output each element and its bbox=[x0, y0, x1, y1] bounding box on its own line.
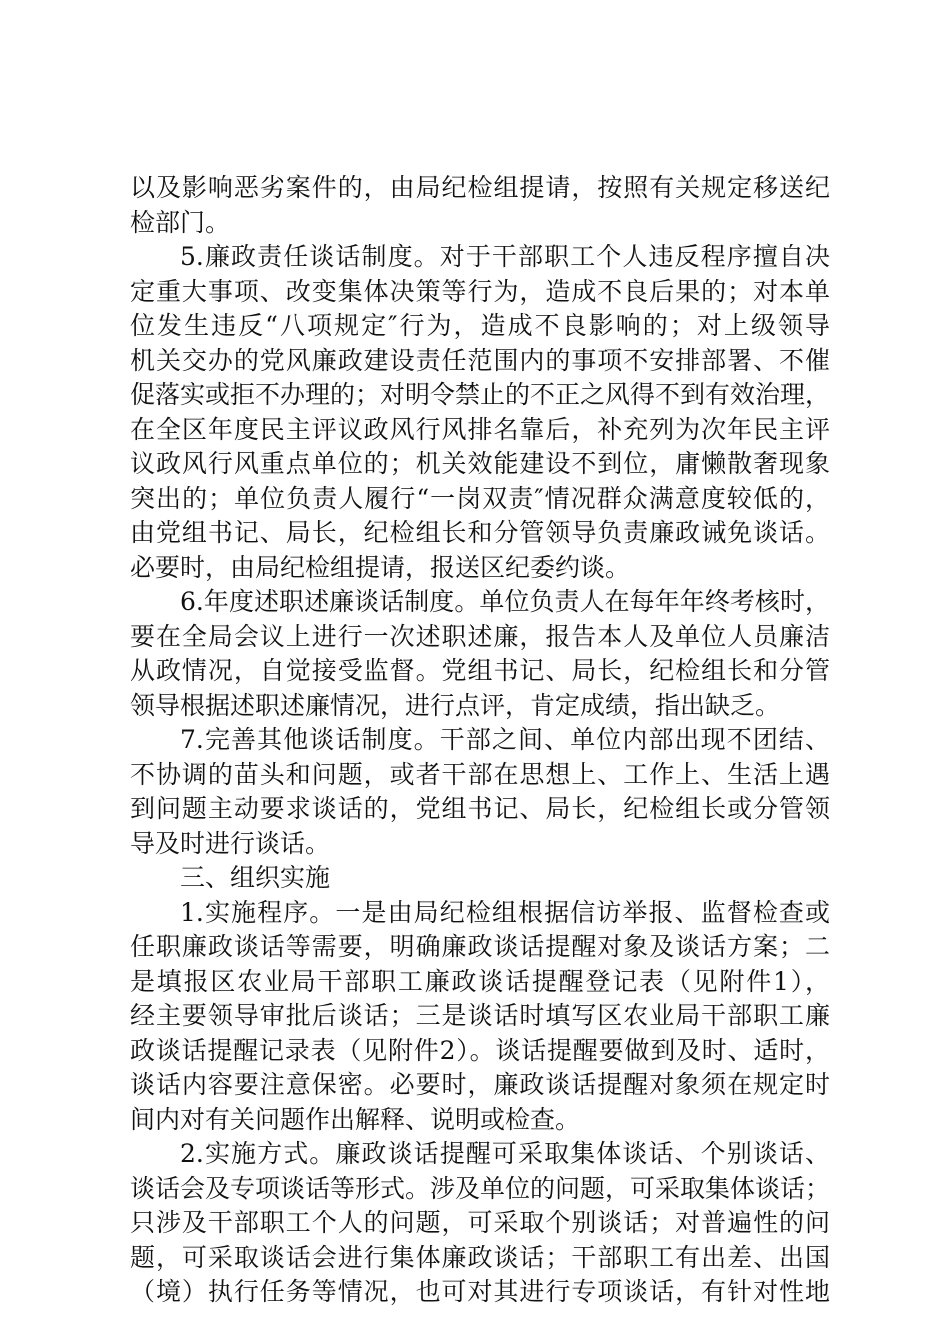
text-line: 在全区年度民主评议政风行风排名靠后，补充列为次年民主评 bbox=[130, 414, 830, 444]
text-line: 经主要领导审批后谈话；三是谈话时填写区农业局干部职工廉 bbox=[130, 1001, 830, 1030]
paragraph-item-7 bbox=[130, 723, 830, 861]
text-line: 5.廉政责任谈话制度。对于干部职工个人违反程序擅自决 bbox=[180, 242, 830, 271]
text-line: 2.实施方式。廉政谈话提醒可采取集体谈话、个别谈话、 bbox=[180, 1139, 830, 1168]
text-line: （境）执行任务等情况，也可对其进行专项谈话，有针对性地 bbox=[130, 1277, 830, 1306]
text-line: 定重大事项、改变集体决策等行为，造成不良后果的；对本单 bbox=[130, 276, 830, 306]
text-line: 不协调的苗头和问题，或者干部在思想上、工作上、生活上遇 bbox=[130, 759, 830, 789]
text-line: 从政情况，自觉接受监督。党组书记、局长，纪检组长和分管 bbox=[130, 656, 830, 685]
text-line: 到问题主动要求谈话的，党组书记、局长，纪检组长或分管领 bbox=[130, 794, 830, 823]
text-line: 领导根据述职述廉情况，进行点评，肯定成绩，指出缺乏。 bbox=[130, 690, 781, 720]
paragraph-implementation-1 bbox=[130, 896, 830, 1138]
text-line: 突出的；单位负责人履行“一岗双责″情况群众满意度较低的， bbox=[130, 483, 830, 513]
text-line: 谈话会及专项谈话等形式。涉及单位的问题，可采取集体谈话； bbox=[130, 1173, 831, 1203]
text-line: 任职廉政谈话等需要，明确廉政谈话提醒对象及谈话方案；二 bbox=[130, 932, 830, 961]
paragraph-item-6 bbox=[130, 585, 830, 723]
text-line: 导及时进行谈话。 bbox=[130, 828, 331, 858]
paragraph-continuation bbox=[130, 171, 830, 240]
text-line: 机关交办的党风廉政建设责任范围内的事项不安排部署、不催 bbox=[130, 345, 830, 375]
paragraph-item-5 bbox=[130, 240, 830, 585]
text-line: 要在全局会议上进行一次述职述廉，报告本人及单位人员廉洁 bbox=[130, 621, 830, 651]
text-line: 间内对有关问题作出解释、说明或检查。 bbox=[130, 1104, 581, 1134]
text-line: 7.完善其他谈话制度。干部之间、单位内部出现不团结、 bbox=[180, 725, 830, 754]
text-line: 由党组书记、局长，纪检组长和分管领导负责廉政诫免谈话。 bbox=[130, 518, 830, 547]
text-line: 促落实或拒不办理的；对明令禁止的不正之风得不到有效治理， bbox=[130, 380, 831, 409]
text-line: 只涉及干部职工个人的问题，可采取个别谈话；对普遍性的问 bbox=[130, 1208, 830, 1237]
text-line: 是填报区农业局干部职工廉政谈话提醒登记表（见附件1）， bbox=[130, 966, 830, 996]
text-line: 议政风行风重点单位的；机关效能建设不到位，庸懒散奢现象 bbox=[130, 449, 830, 478]
text-line: 以及影响恶劣案件的，由局纪检组提请，按照有关规定移送纪 bbox=[130, 173, 830, 202]
section-heading-text: 三、组织实施 bbox=[180, 863, 331, 892]
section-heading bbox=[130, 861, 830, 896]
text-line: 1.实施程序。一是由局纪检组根据信访举报、监督检查或 bbox=[180, 897, 830, 927]
text-line: 谈话内容要注意保密。必要时，廉政谈话提醒对象须在规定时 bbox=[130, 1070, 830, 1099]
text-line: 位发生违反“八项规定″行为，造成不良影响的；对上级领导 bbox=[130, 311, 830, 340]
document-body bbox=[130, 171, 830, 1310]
text-line: 必要时，由局纪检组提请，报送区纪委约谈。 bbox=[130, 552, 631, 582]
text-line: 政谈话提醒记录表（见附件2）。谈话提醒要做到及时、适时， bbox=[130, 1035, 830, 1065]
text-line: 题，可采取谈话会进行集体廉政谈话；干部职工有出差、出国 bbox=[130, 1242, 830, 1272]
text-line: 6.年度述职述廉谈话制度。单位负责人在每年年终考核时， bbox=[180, 587, 830, 616]
text-line: 检部门。 bbox=[130, 207, 231, 237]
paragraph-implementation-2 bbox=[130, 1137, 830, 1310]
